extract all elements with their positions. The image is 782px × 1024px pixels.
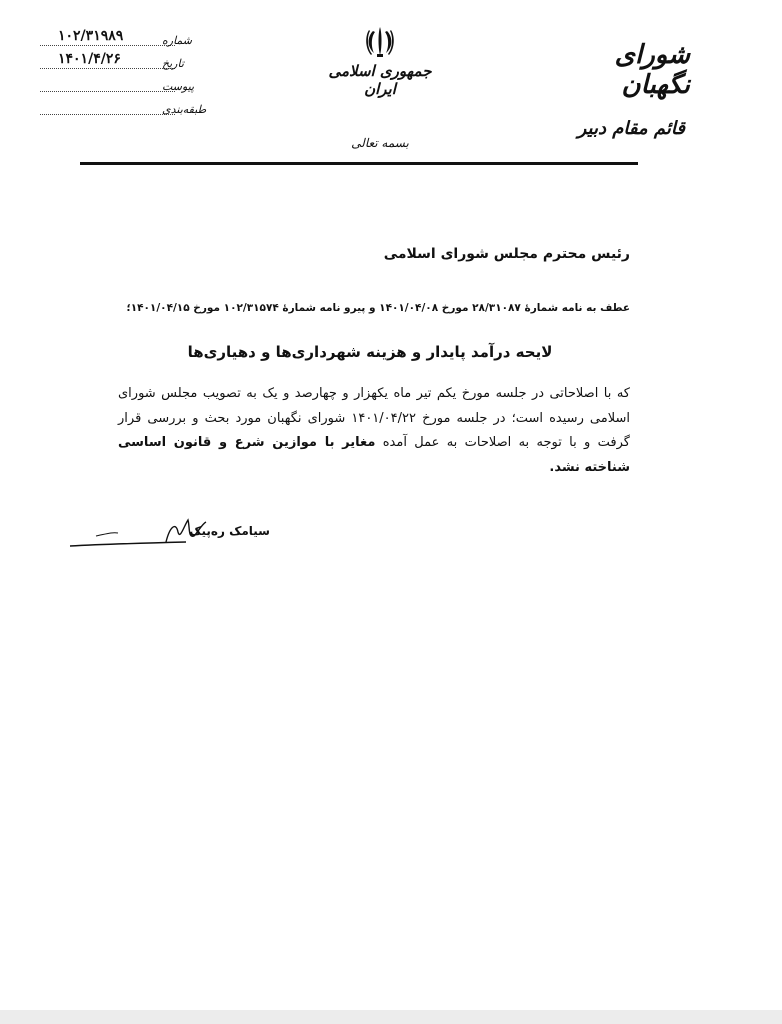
meta-number-row	[30, 28, 200, 51]
republic-header	[310, 24, 450, 98]
meta-classification-row	[30, 97, 207, 120]
reference-line: عطف به نامه شمارهٔ ۲۸/۳۱۰۸۷ مورخ ۱۴۰۱/۰۴/۰۸ و پیرو نامه شمارهٔ ۱۰۲/۳۱۵۷۴ مورخ ۱۴۰۱/۰۴/۱۵؛	[126, 302, 630, 314]
meta-divider	[40, 114, 175, 115]
bismillah: بسمه تعالی	[351, 136, 409, 150]
meta-divider	[40, 68, 175, 69]
letter-meta	[30, 28, 207, 120]
meta-divider	[40, 91, 175, 92]
meta-attachment-row	[30, 74, 200, 97]
letter-date: ۱۴۰۱/۴/۲۶	[58, 51, 121, 67]
header-divider	[80, 162, 638, 165]
council-name: شورای نگهبان	[614, 40, 690, 100]
attachment-label: پیوست	[162, 80, 195, 93]
bill-title: لایحه درآمد پایدار و هزینه شهرداری‌ها و دهیاری‌ها	[187, 343, 553, 361]
letter-number: ۱۰۲/۳۱۹۸۹	[58, 28, 124, 44]
meta-divider	[40, 45, 175, 46]
republic-name: جمهوری اسلامی ایران	[328, 62, 432, 98]
letter-body	[118, 382, 630, 480]
scan-bottom-edge	[0, 1010, 782, 1024]
iran-emblem-icon	[363, 24, 397, 58]
number-label: شماره	[162, 34, 193, 47]
body-conclusion: مغایر با موازین شرع و قانون اساسی شناخته نشد.	[118, 435, 630, 475]
signatory-name: سیامک ره‌پیک	[189, 524, 270, 538]
deputy-title: قائم مقام دبیر	[577, 118, 685, 139]
classification-label: طبقه‌بندی	[162, 103, 207, 116]
body-text: که با اصلاحاتی در جلسه مورخ یکم تیر ماه یکهزار و چهارصد و یک به تصویب مجلس شورای اسلامی رسیده است؛ در جلسه مورخ ۱۴۰۱/۰۴/۲۲ شورای نگهبان مورد بحث و بررسی قرار گرفت و با توجه به اصلاحات به عمل آمده	[118, 386, 630, 450]
addressee: رئیس محترم مجلس شورای اسلامی	[383, 246, 630, 262]
meta-date-row	[30, 51, 200, 74]
date-label: تاریخ	[162, 57, 184, 70]
